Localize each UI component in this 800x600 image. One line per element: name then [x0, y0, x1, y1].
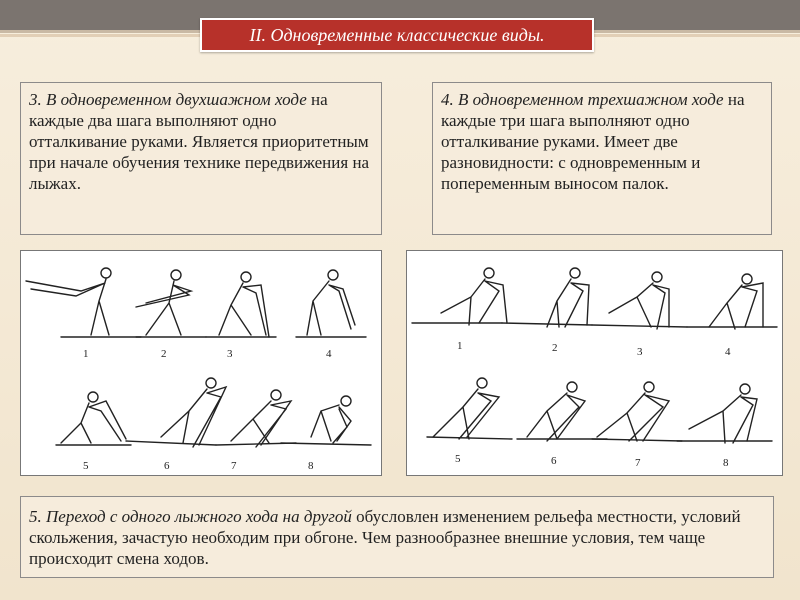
- step-number-3: 3: [637, 346, 643, 358]
- step-number-4: 4: [725, 346, 731, 358]
- step-number-1: 1: [457, 340, 463, 352]
- step-number-5: 5: [83, 460, 89, 472]
- figure-double-step: [20, 250, 382, 476]
- term-triple-step: 4. В одновременном трехшажном ходе: [441, 90, 724, 109]
- step-number-8: 8: [308, 460, 314, 472]
- text-transition: обусловлен изменением рельефа местности, условий скольжения, зачастую необходим при обгоне. Чем разнообразнее внешние условия, тем чаще происходит смена ходов.: [29, 507, 741, 568]
- step-number-7: 7: [231, 460, 237, 472]
- figure-triple-step-drawing: [407, 251, 782, 475]
- text-triple-step: на каждые три шага выполняют одно отталкивание руками. Имеет две разновидности: с одновременным и попеременным выносом палок.: [441, 90, 745, 193]
- text-box-double-step: [20, 82, 382, 235]
- step-number-2: 2: [552, 342, 558, 354]
- step-number-4: 4: [326, 348, 332, 360]
- step-number-6: 6: [164, 460, 170, 472]
- step-number-6: 6: [551, 455, 557, 467]
- figure-double-step-drawing: [21, 251, 381, 475]
- step-number-3: 3: [227, 348, 233, 360]
- step-number-7: 7: [635, 457, 641, 469]
- text-double-step: на каждые два шага выполняют одно отталкивание руками. Является приоритетным при начале обучения технике передвижения на лыжах.: [29, 90, 370, 193]
- text-box-triple-step: [432, 82, 772, 235]
- term-double-step: 3. В одновременном двухшажном ходе: [29, 90, 307, 109]
- term-transition: 5. Переход с одного лыжного хода на другой: [29, 507, 352, 526]
- step-number-5: 5: [455, 453, 461, 465]
- step-number-2: 2: [161, 348, 167, 360]
- step-number-1: 1: [83, 348, 89, 360]
- slide-title: II. Одновременные классические виды.: [200, 18, 594, 52]
- step-number-8: 8: [723, 457, 729, 469]
- text-box-transition: [20, 496, 774, 578]
- figure-triple-step: [406, 250, 783, 476]
